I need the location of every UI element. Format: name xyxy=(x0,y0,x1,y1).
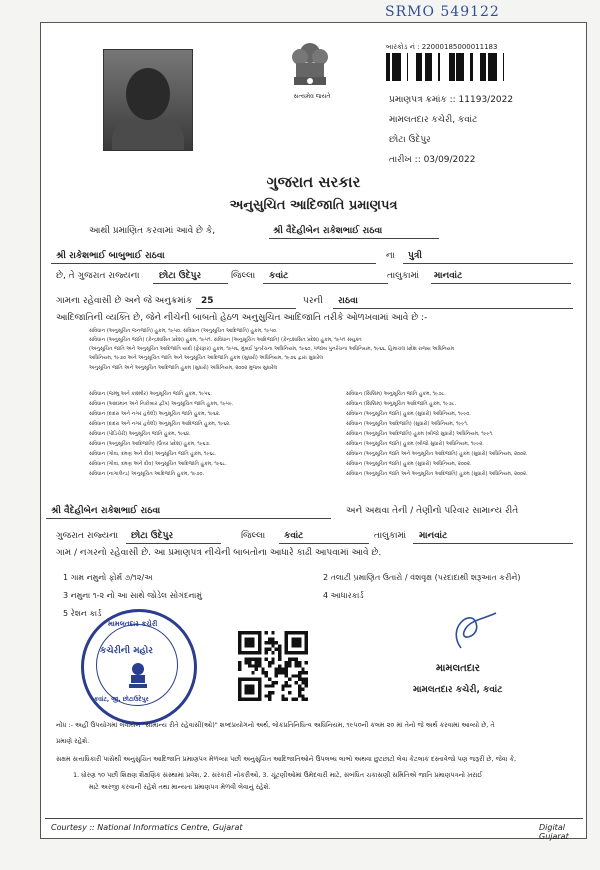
village-line-2: ગામ / નગરનો રહેવાસી છે. આ પ્રમાણપત્ર નીચેની બાબતોના આધારે કાઢી આપવામાં આવે છે. xyxy=(56,548,382,558)
holder-name: શ્રી વૈદેહીબેન રાકેશભાઈ રાઠવા xyxy=(273,226,383,236)
benefit-line-2: માટે અરજી કરવાની રહેશે તથા માન્યતા પ્રમાણપત્ર મેળવી લેવાનું રહેશે. xyxy=(89,783,271,791)
district-value: છોટા ઉદેપુર xyxy=(159,271,202,281)
seal-bottom-text: કવાંટ, જી. છોટાઉદેપુર xyxy=(94,696,149,703)
order-left: સંવિધાન (ગોવા, દમણ અને દીવ) અનુસૂચિત આદિજાતિ હુકમ, ૧૯૬૮. xyxy=(89,461,227,467)
order-line: (અનુસૂચિત જાતિ અને અનુસૂચિત આદિજાતિ યાદી (ફેરફાર) હુકમ, ૧૯૫૬, મુંબઈ પુનર્રચના અધિનિયમ, ૧૯૬૦, પંજાબ પુનર્રચના અધિનિયમ, ૧૯૬૬, હિમાચલ પ્રદેશ રાજ્ય અધિનિયમ xyxy=(89,346,455,352)
order-line: સંવિધાન (અનુસૂચિત જનજાતિ) હુકમ, ૧૯૫૦. સંવિધાન (અનુસૂચિત આદિજાતિ) હુકમ, ૧૯૫૦. xyxy=(89,328,278,334)
issuing-office: મામલતદાર કચેરી, કવાંટ xyxy=(389,115,478,125)
barcode-number: બારકોડ નં : 22000185000011183 xyxy=(386,43,498,51)
order-right: સંવિધાન (અનુસૂચિત જાતિ અને અનુસૂચિત આદિજાતિ) હુકમ (સુધારો) અધિનિયમ, ૨૦૦૨. xyxy=(346,471,528,477)
holder-name-repeat: શ્રી વૈદેહીબેન રાકેશભાઈ રાઠવા xyxy=(51,506,161,516)
order-left: સંવિધાન (અનુસૂચિત આદિજાતિ) (ઉત્તર પ્રદેશ) હુકમ, ૧૯૬૭. xyxy=(89,441,211,447)
note-text: નોંધ :- અહીં ઉપયોગમાં લેવાયેલ "સામાન્ય રીતે રહેવાસી(ઓ)" શબ્દપ્રયોગનો અર્થ, લોકપ્રતિનિધિત્વ અધિનિયમ, ૧૯૫૦ની કલમ ૨૦ માં તેનો જે અર્થ કરવામાં આવ્યો છે, તે xyxy=(56,721,495,729)
office-seal xyxy=(81,609,197,725)
relation-value: પુત્રી xyxy=(408,251,422,261)
family-line: અને અથવા તેની / તેણીનો પરિવાર સામાન્ય રીતે xyxy=(346,506,519,516)
footer-courtesy: Courtesy :: National Informatics Centre, Gujarat xyxy=(51,823,243,832)
taluka-label-2: તાલુકામાં xyxy=(374,531,407,541)
order-line: અનુસૂચિત જાતિ અને અનુસૂચિત આદિજાતિ હુકમ (સુધારો) અધિનિયમ, ૨૦૦૨ મુજબ સુધારેલ xyxy=(89,365,278,371)
government-title: ગુજરાત સરકાર xyxy=(266,173,361,191)
intro-text: આથી પ્રમાણિત કરવામાં આવે છે કે, xyxy=(89,226,216,236)
issue-date: તારીખ :: 03/09/2022 xyxy=(389,155,476,165)
emblem-motto: સત્યમેવ જયતે xyxy=(293,93,331,100)
parent-name: શ્રી રાકેશભાઈ બાબુભાઈ રાઠવા xyxy=(56,251,165,261)
order-left: સંવિધાન (પોંડિચેરી) અનુસૂચિત જાતિ હુકમ, ૧૯૬૪. xyxy=(89,431,191,437)
document-item: 2 તલાટી પ્રમાણિત ઉતારો / વંશવૃક્ષ (પરદાદાથી શરૂઆત કરીને) xyxy=(323,573,521,582)
taluka-label: તાલુકામાં xyxy=(387,271,420,281)
order-right: સંવિધાન (અનુસૂચિત જાતિ અને અનુસૂચિત આદિજાતિ) હુકમ (સુધારો) અધિનિયમ, ૨૦૦૨. xyxy=(346,451,528,457)
order-left: સંવિધાન (આંદામાન અને નિકોબાર દ્વીપ) અનુસૂચિત જાતિ હુકમ, ૧૯૫૯. xyxy=(89,401,234,407)
benefit-line: સક્ષમ સત્તાધિકારી પાસેથી અનુસુચિત આદિજાતિ પ્રમાણપત્ર મેળવ્યા પછી અનુસુચિત આદિજાતિઓને ઉપલબ્ધ લાભો અથવા છુટછાટો લેવા કેટલાક દસ્તાવેજો પણ જરૂરી છે, જેવા કે, xyxy=(56,755,517,763)
document-item: 4 આધારકાર્ડ xyxy=(323,591,364,600)
village-value-2: માનવાંટ xyxy=(419,531,448,541)
order-right: સંવિધાન (સિક્કિમ) અનુસૂચિત જાતિ હુકમ, ૧૯૭૮. xyxy=(346,391,446,397)
certificate-number: પ્રમાણપત્ર ક્રમાંક :: 11193/2022 xyxy=(389,95,514,105)
order-left: સંવિધાન (ગોવા, દમણ અને દીવ) અનુસૂચિત જાતિ હુકમ, ૧૯૬૮. xyxy=(89,451,217,457)
taluka-value-2: કવાંટ xyxy=(284,531,304,541)
seal-top-text: મામલતદાર કચેરી xyxy=(108,620,158,628)
national-emblem-icon xyxy=(286,33,334,93)
recognized-line: આદિજાતિની વ્યક્તિ છે, જેને નીચેની બાબતો હેઠળ અનુસુચિત આદિજાતિ તરીકે ઓળખવામાં આવે છે :- xyxy=(56,313,428,323)
village-line: ગામના રહેવાસી છે અને જે અનુક્રમાંક xyxy=(56,296,193,306)
document-item: 3 નમુના ૧-૨ નો આ સાથે જોડેલ સોગંદનામું xyxy=(63,591,202,600)
issuing-district: છોટા ઉદેપુર xyxy=(389,135,431,145)
note-text-2: પ્રમાણે રહેશે. xyxy=(56,737,90,745)
order-left: સંવિધાન (નાગાલેન્ડ) અનુસૂચિત આદિજાતિ હુકમ, ૧૯૭૦. xyxy=(89,471,205,477)
parti-label: પરની xyxy=(303,296,323,306)
document-item: 5 રેશન કાર્ડ xyxy=(63,609,102,618)
order-right: સંવિધાન (અનુસૂચિત જાતિ) હુકમ (સુધારો) અધિનિયમ, ૧૯૯૦. xyxy=(346,411,471,417)
signatory-office: મામલતદાર કચેરી, કવાંટ xyxy=(413,685,503,695)
taluka-value: કવાંટ xyxy=(269,271,289,281)
signatory-title: મામલતદાર xyxy=(436,663,480,674)
footer-digital-gujarat: Digital Gujarat xyxy=(539,823,569,841)
order-right: સંવિધાન (અનુસૂચિત જાતિ) હુકમ (બીજો સુધારો) અધિનિયમ, ૧૯૯૨. xyxy=(346,441,484,447)
document-item: 1 ગામ નમુનો ફોર્મ ૭/૧૨/અ xyxy=(63,573,153,582)
handwritten-reference: SRMO 549122 xyxy=(385,4,500,20)
holder-photo xyxy=(103,49,193,151)
signature-icon xyxy=(441,608,501,658)
jilla-label: જિલ્લા xyxy=(231,271,256,281)
certificate-title: અનુસુચિત આદિજાતિ પ્રમાણપત્ર xyxy=(229,198,398,213)
order-right: સંવિધાન (સિક્કિમ) અનુસૂચિત આદિજાતિ હુકમ, ૧૯૭૮. xyxy=(346,401,457,407)
order-right: સંવિધાન (અનુસૂચિત જાતિ) હુકમ (સુધારો) અધિનિયમ, ૨૦૦૨. xyxy=(346,461,472,467)
serial-number: 25 xyxy=(201,296,214,306)
certificate-page xyxy=(40,22,587,839)
district-value-2: છોટા ઉદેપુર xyxy=(131,531,174,541)
order-line: અધિનિયમ, ૧૯૭૦ અને અનુસૂચિત જાતિ અને અનુસૂચિત આદિજાતિ હુકમ (સુધારો) અધિનિયમ, ૧૯૭૬ દ્વારા સુધારેલ xyxy=(89,355,324,361)
caste-value: રાઠવા xyxy=(338,296,358,306)
village-value: માનવાંટ xyxy=(434,271,463,281)
order-left: સંવિધાન (દાદરા અને નગર હવેલી) અનુસૂચિત જાતિ હુકમ, ૧૯૬૨. xyxy=(89,411,221,417)
seal-middle-text: કચેરીની મહોર xyxy=(100,646,153,656)
state-line: છે, તે ગુજરાત રાજ્યના xyxy=(56,271,140,281)
order-left: સંવિધાન (જમ્મુ અને કાશ્મીર) અનુસૂચિત જાતિ હુકમ, ૧૯૫૬. xyxy=(89,391,212,397)
na-label: ના xyxy=(386,251,395,261)
order-right: સંવિધાન (અનુસૂચિત આદિજાતિ) હુકમ (બીજો સુધારો) અધિનિયમ, ૧૯૯૧. xyxy=(346,431,494,437)
state-line-2: ગુજરાત રાજ્યના xyxy=(56,531,119,541)
barcode-icon xyxy=(386,53,506,81)
qr-code-icon xyxy=(238,631,308,701)
order-left: સંવિધાન (દાદરા અને નગર હવેલી) અનુસૂચિત આદિજાતિ હુકમ, ૧૯૬૨. xyxy=(89,421,231,427)
jilla-label-2: જિલ્લા xyxy=(241,531,266,541)
order-line: સંવિધાન (અનુસૂચિત જાતિ) (કેન્દ્રશાસિત પ્રદેશ) હુકમ, ૧૯૫૧. સંવિધાન (અનુસૂચિત આદિજાતિ) (કેન્દ્રશાસિત પ્રદેશ) હુકમ, ૧૯૫૧ સંયુક્ત xyxy=(89,337,362,343)
order-right: સંવિધાન (અનુસૂચિત આદિજાતિ) (સુધારો) અધિનિયમ, ૧૯૯૧. xyxy=(346,421,469,427)
seal-emblem-icon xyxy=(126,660,150,690)
benefit-line-1: 1. ધોરણ ૧૦ પછી શિક્ષણ શૈક્ષણિક સંસ્થામાં પ્રવેશ, 2. સરકારી નોકરીઓ, 3. ચૂંટણીઓમાં ઉમેદવારી માટે, સંબંધિત ચકાસણી સમિતિએ જાતિ પ્રમાણપત્રનો ખરાઈ xyxy=(73,771,483,779)
